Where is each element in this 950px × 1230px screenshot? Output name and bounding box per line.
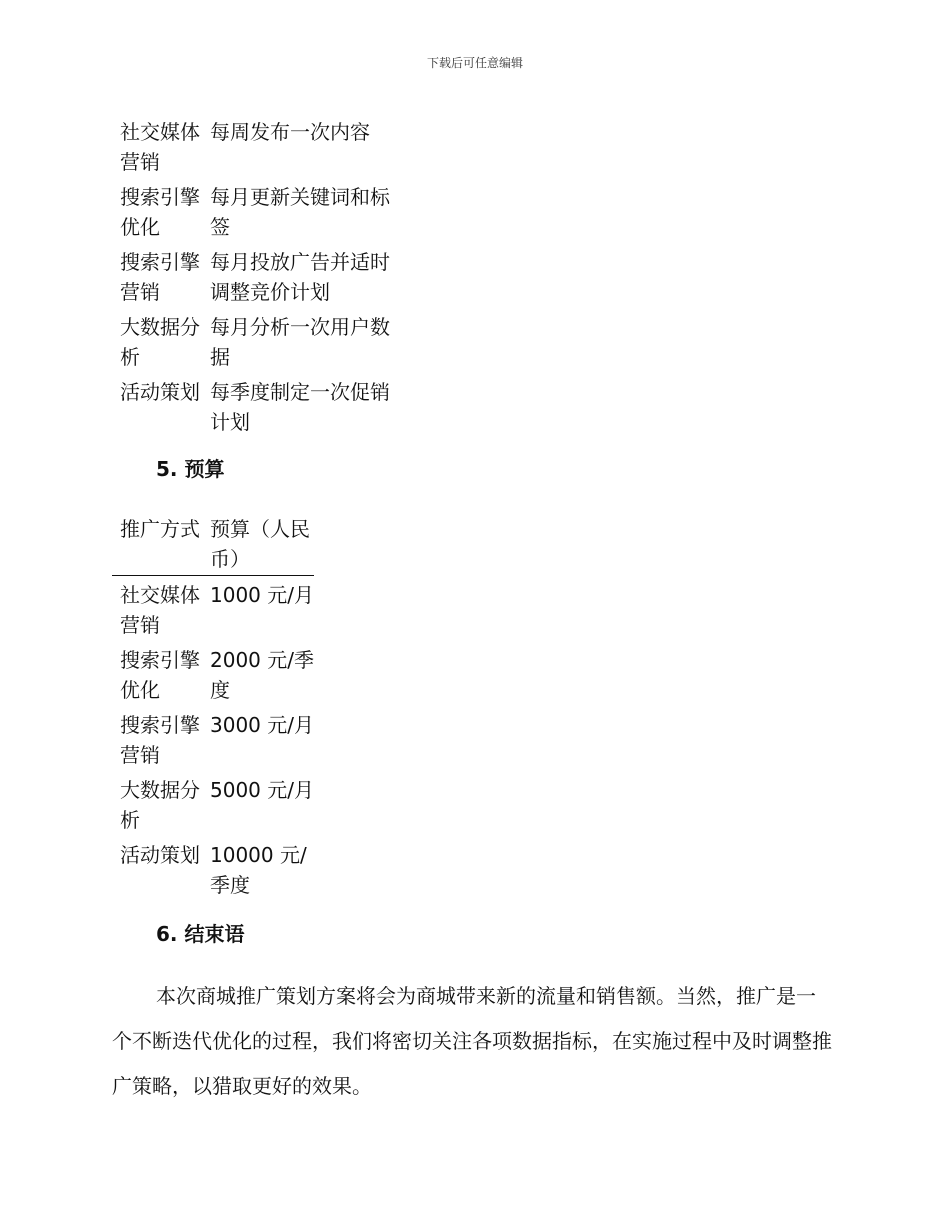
- budget-cell: 1000 元/月: [210, 583, 314, 607]
- column-header: 推广方式: [112, 514, 202, 576]
- table-row: [112, 117, 390, 177]
- column-header: 预算（人民币）: [202, 514, 314, 576]
- plan-cell: 每月分析一次用户数据: [210, 315, 390, 369]
- table-row: [112, 640, 314, 705]
- budget-cell: 10000 元/季度: [210, 843, 307, 897]
- table-row: [112, 242, 390, 307]
- budget-cell: 2000 元/季度: [210, 648, 314, 702]
- plan-cell: 每月投放广告并适时调整竞价计划: [210, 250, 390, 304]
- budget-cell: 5000 元/月: [210, 778, 314, 802]
- table-row: [112, 576, 314, 641]
- table-header-row: [112, 514, 314, 576]
- section-heading-budget: 5. 预算: [156, 457, 225, 481]
- budget-table: [112, 514, 314, 900]
- table-row: [112, 177, 390, 242]
- method-cell: 搜索引擎营销: [120, 713, 200, 767]
- method-cell: 活动策划: [120, 380, 200, 404]
- table-row: [112, 770, 314, 835]
- method-cell: 大数据分析: [120, 315, 200, 369]
- page-header: 下载后可任意编辑: [426, 56, 523, 70]
- conclusion-paragraph: 本次商城推广策划方案将会为商城带来新的流量和销售额。当然，推广是一个不断迭代优化的过程，我们将密切关注各项数据指标，在实施过程中及时调整推广策略，以猎取更好的效果。: [112, 984, 832, 1098]
- method-cell: 大数据分析: [120, 778, 200, 832]
- table-row: [112, 705, 314, 770]
- table-row: [112, 835, 314, 900]
- method-cell: 搜索引擎营销: [120, 250, 200, 304]
- table-row: [112, 307, 390, 372]
- method-cell: 活动策划: [120, 843, 200, 867]
- budget-cell: 3000 元/月: [210, 713, 314, 737]
- method-cell: 搜索引擎优化: [120, 648, 200, 702]
- method-cell: 社交媒体营销: [120, 120, 200, 174]
- schedule-table: [112, 117, 390, 437]
- plan-cell: 每季度制定一次促销计划: [210, 380, 390, 434]
- section-heading-conclusion: 6. 结束语: [156, 922, 245, 946]
- plan-cell: 每月更新关键词和标签: [210, 185, 390, 239]
- method-cell: 社交媒体营销: [120, 583, 200, 637]
- method-cell: 搜索引擎优化: [120, 185, 200, 239]
- plan-cell: 每周发布一次内容: [210, 120, 370, 144]
- table-row: [112, 372, 390, 437]
